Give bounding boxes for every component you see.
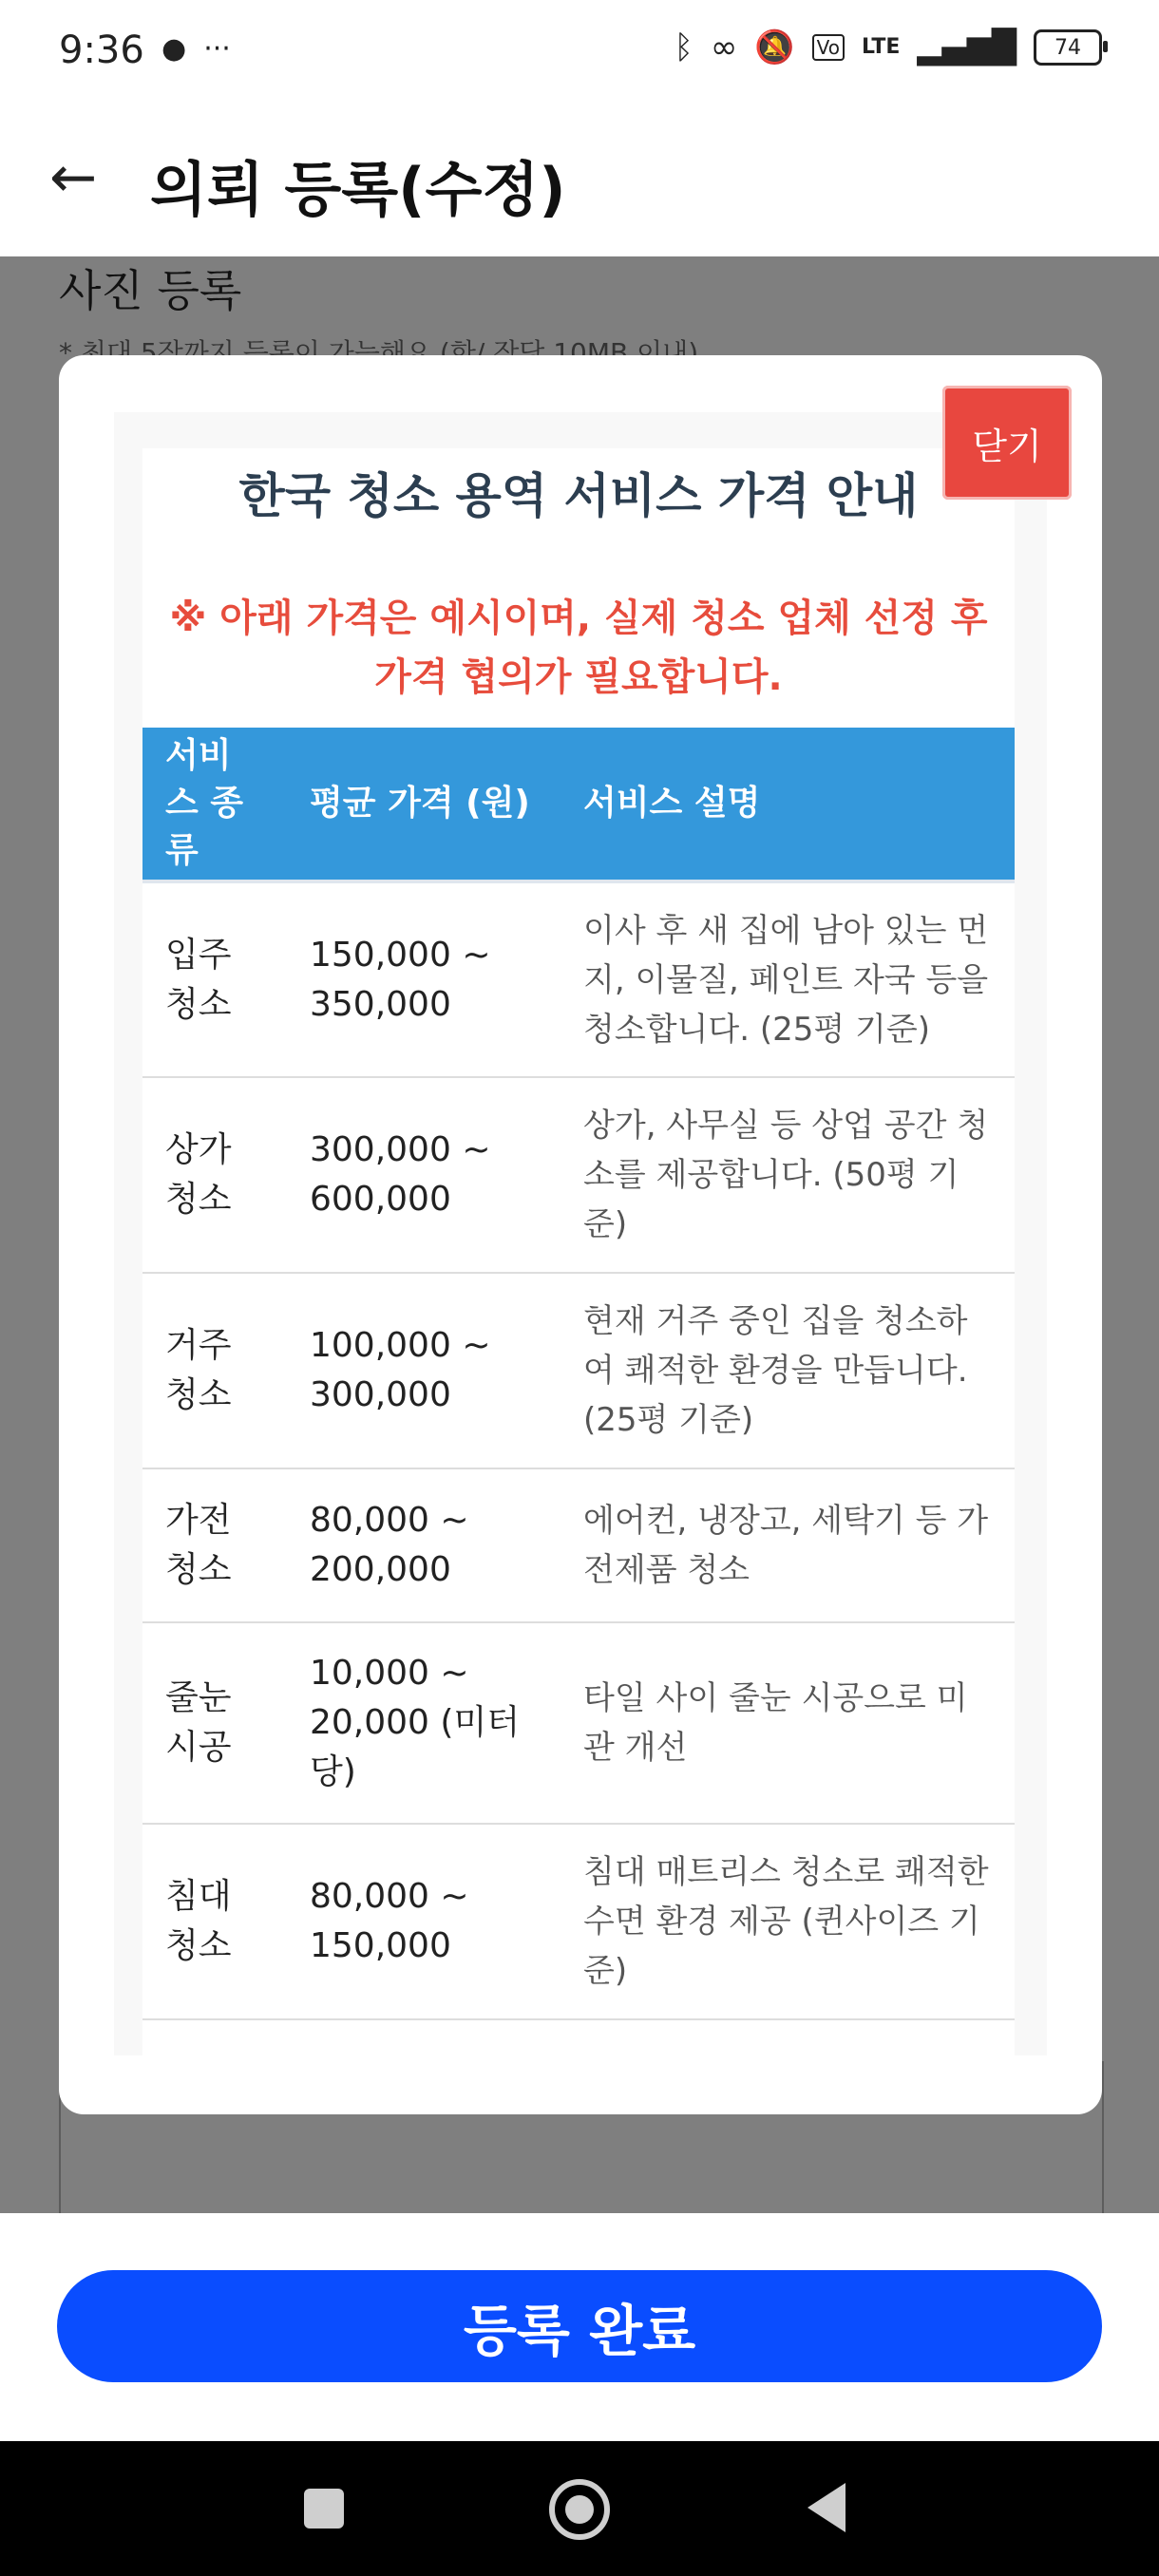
service-price: 10,000 ~ 20,000 (미터당)	[287, 1622, 560, 1824]
service-price: 100,000 ~ 300,000	[287, 1273, 560, 1468]
page-title: 의뢰 등록(수정)	[150, 155, 566, 224]
chat-notification-icon: ●	[162, 32, 187, 66]
table-row	[142, 1273, 1015, 1468]
network-type: LTE	[861, 35, 901, 59]
back-arrow-icon[interactable]: ←	[49, 144, 98, 211]
service-description: 침대 매트리스 청소로 쾌적한 수면 환경 제공 (퀸사이즈 기준)	[560, 1824, 1015, 2019]
table-header-row	[142, 728, 1015, 881]
table-row	[142, 881, 1015, 1077]
table-row	[142, 1622, 1015, 1824]
service-description: 현재 거주 중인 집을 청소하여 쾌적한 환경을 만듭니다. (25평 기준)	[560, 1273, 1015, 1468]
submit-button[interactable]: 등록 완료	[57, 2270, 1102, 2382]
price-sheet	[142, 448, 1015, 2055]
status-time: 9:36	[59, 28, 144, 72]
service-type: 가전 청소	[142, 1468, 287, 1622]
header-service-type: 서비스 종류	[142, 728, 287, 881]
modal-frame	[114, 412, 1047, 2055]
home-icon[interactable]	[549, 2479, 610, 2540]
service-type: 거주 청소	[142, 1273, 287, 1468]
close-button[interactable]: 닫기	[942, 386, 1072, 500]
service-price: 150,000 ~ 350,000	[287, 881, 560, 1077]
battery-icon	[1034, 29, 1102, 66]
more-dots: ···	[203, 32, 231, 66]
price-notice: ※ 아래 가격은 예시이며, 실제 청소 업체 선정 후 가격 협의가 필요합니다.	[169, 597, 988, 699]
header-service-description: 서비스 설명	[560, 728, 1015, 881]
service-type: 상가 청소	[142, 1077, 287, 1273]
link-icon: ∞	[710, 28, 738, 66]
service-description: 이사 후 새 집에 남아 있는 먼지, 이물질, 페인트 자국 등을 청소합니다. (25평 기준)	[560, 881, 1015, 1077]
recents-icon[interactable]	[304, 2489, 344, 2529]
app-bar	[0, 104, 1159, 256]
price-table	[142, 728, 1015, 2020]
service-type: 줄눈 시공	[142, 1622, 287, 1824]
service-price: 80,000 ~ 200,000	[287, 1468, 560, 1622]
table-row	[142, 1824, 1015, 2019]
status-bar	[0, 0, 1159, 104]
battery-level: 74	[1054, 35, 1081, 60]
volte-icon: Vo	[812, 34, 845, 61]
service-description: 상가, 사무실 등 상업 공간 청소를 제공합니다. (50평 기준)	[560, 1077, 1015, 1273]
table-row	[142, 1077, 1015, 1273]
service-price: 300,000 ~ 600,000	[287, 1077, 560, 1273]
service-type: 침대 청소	[142, 1824, 287, 2019]
system-navigation-bar	[0, 2441, 1159, 2576]
bluetooth-icon: ᛒ	[674, 28, 694, 66]
service-description: 에어컨, 냉장고, 세탁기 등 가전제품 청소	[560, 1468, 1015, 1622]
header-average-price: 평균 가격 (원)	[287, 728, 560, 881]
price-guide-title: 한국 청소 용역 서비스 가격 안내	[238, 468, 919, 523]
table-row	[142, 1468, 1015, 1622]
price-guide-modal	[59, 355, 1102, 2114]
mute-icon: 🔕	[754, 28, 795, 66]
signal-icon: ▂▄▆█	[917, 28, 1016, 66]
bottom-action-area	[0, 2213, 1159, 2441]
service-description: 타일 사이 줄눈 시공으로 미관 개선	[560, 1622, 1015, 1824]
nav-back-icon[interactable]	[808, 2483, 846, 2532]
service-type: 입주 청소	[142, 881, 287, 1077]
service-price: 80,000 ~ 150,000	[287, 1824, 560, 2019]
